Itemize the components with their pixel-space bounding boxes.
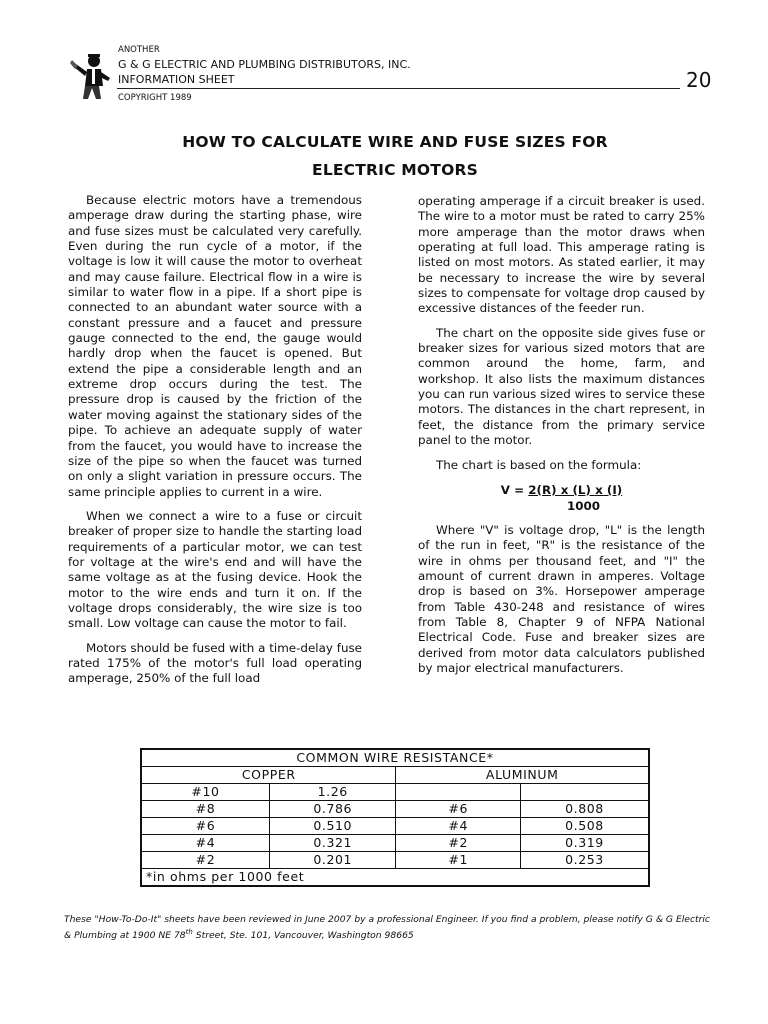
title-line-1: HOW TO CALCULATE WIRE AND FUSE SIZES FOR [182,133,608,151]
aluminum-header: ALUMINUM [396,767,649,784]
table-row [141,835,649,852]
copper-resistance: 0.201 [269,852,396,869]
copyright: COPYRIGHT 1989 [118,93,192,103]
footer-text-a: These "How-To-Do-It" sheets have been reviewed in June 2007 by a professional Engineer. If you find a problem, please notify G & G Electric & Plumbing at 1900 NE 78 [64,914,710,942]
copper-size: #8 [141,801,269,818]
company-name: G & G ELECTRIC AND PLUMBING DISTRIBUTORS, INC. [118,58,411,71]
left-column [68,193,362,696]
formula-denominator: 1000 [566,498,601,513]
aluminum-resistance: 0.508 [520,818,649,835]
aluminum-resistance: 0.253 [520,852,649,869]
footer-text-b: Street, Ste. 101, Vancouver, Washington 98665 [192,930,414,942]
copper-header: COPPER [141,767,396,784]
page-title [100,128,690,184]
aluminum-size: #4 [396,818,520,835]
copper-resistance: 0.510 [269,818,396,835]
paragraph: The chart on the opposite side gives fuse or breaker sizes for various sized motors that are common around the home, farm, and workshop. It also lists the maximum distances you can run various sized wires to service these motors. The distances in the chart represent, in feet, the distance from the primary service panel to the motor. [418,325,705,448]
formula [418,482,705,498]
copper-size: #4 [141,835,269,852]
paragraph: The chart is based on the formula: [436,457,642,472]
table-row [141,784,649,801]
table-row [141,801,649,818]
paragraph: Where "V" is voltage drop, "L" is the length of the run in feet, "R" is the resistance of the wire in ohms per thousand feet, and "I" the amount of current drawn in amperes. Voltage drop is based on 3%. Horsepower amperage from Table 430-248 and resistance of wires from Table 8, Chapter 9 of NFPA National Electrical Code. Fuse and breaker sizes are derived from motor data calculators published by major electrical manufacturers. [418,522,705,675]
footer-note [64,913,714,942]
copper-resistance: 0.321 [269,835,396,852]
paragraph: When we connect a wire to a fuse or circuit breaker of proper size to handle the starting load requirements of a particular motor, we can test for voltage at the wire's end and will have the same voltage as at the fusing device. Hook the motor to the wire ends and turn it on. If the voltage drops considerably, the wire size is too small. Low voltage can cause the motor to fail. [68,508,362,631]
copper-resistance: 1.26 [269,784,396,801]
aluminum-size: #1 [396,852,520,869]
footer-sup: th [185,928,193,936]
copper-size: #6 [141,818,269,835]
paragraph: Because electric motors have a tremendous amperage draw during the starting phase, wire and fuse sizes must be calculated very carefully. Even during the run cycle of a motor, if the voltage is low it will cause the motor to overheat and may cause failure. Electrical flow in a wire is similar to water flow in a pipe. If a short pipe is connected to an abundant water source with a constant pressure and a faucet and pressure gauge connected to the end, the gauge would hardly drop when the faucet is opened. But extend the pipe a considerable length and an extreme drop occurs during the test. The pressure drop is caused by the friction of the water moving against the stationary sides of the pipe. To achieve an adequate supply of water from the faucet, you would have to increase the size of the pipe so when the faucet was turned on only a slight variation in pressure occurs. The same principle applies to current in a wire. [68,193,362,499]
formula-numerator: 2(R) x (L) x (I) [528,482,623,497]
table-row [141,818,649,835]
paragraph: operating amperage if a circuit breaker is used. The wire to a motor must be rated to carry 25% more amperage than the motor draws when operating at full load. This amperage rating is listed on most motors. As stated earlier, it may be necessary to increase the wire by several sizes to compensate for voltage drop caused by excessive distances of the feeder run. [418,194,705,316]
information-sheet-label: INFORMATION SHEET [118,73,235,86]
header-another: ANOTHER [118,45,160,55]
paragraph: Motors should be fused with a time-delay fuse rated 175% of the motor's full load operating amperage, 250% of the full load [68,640,362,686]
table-note: *in ohms per 1000 feet [141,869,649,887]
aluminum-size [396,784,520,801]
aluminum-resistance: 0.808 [520,801,649,818]
wire-resistance-table [140,748,650,887]
copper-size: #10 [141,784,269,801]
header-rule [117,88,680,89]
aluminum-resistance: 0.319 [520,835,649,852]
aluminum-size: #2 [396,835,520,852]
right-column [418,194,705,685]
copper-resistance: 0.786 [269,801,396,818]
formula-lhs: V = [500,482,529,497]
aluminum-resistance [520,784,649,801]
copper-size: #2 [141,852,269,869]
handyman-logo-icon [70,52,114,102]
page-number: 20 [686,68,712,92]
table-row [141,852,649,869]
table-title: COMMON WIRE RESISTANCE* [141,749,649,767]
aluminum-size: #6 [396,801,520,818]
title-line-2: ELECTRIC MOTORS [312,161,478,179]
